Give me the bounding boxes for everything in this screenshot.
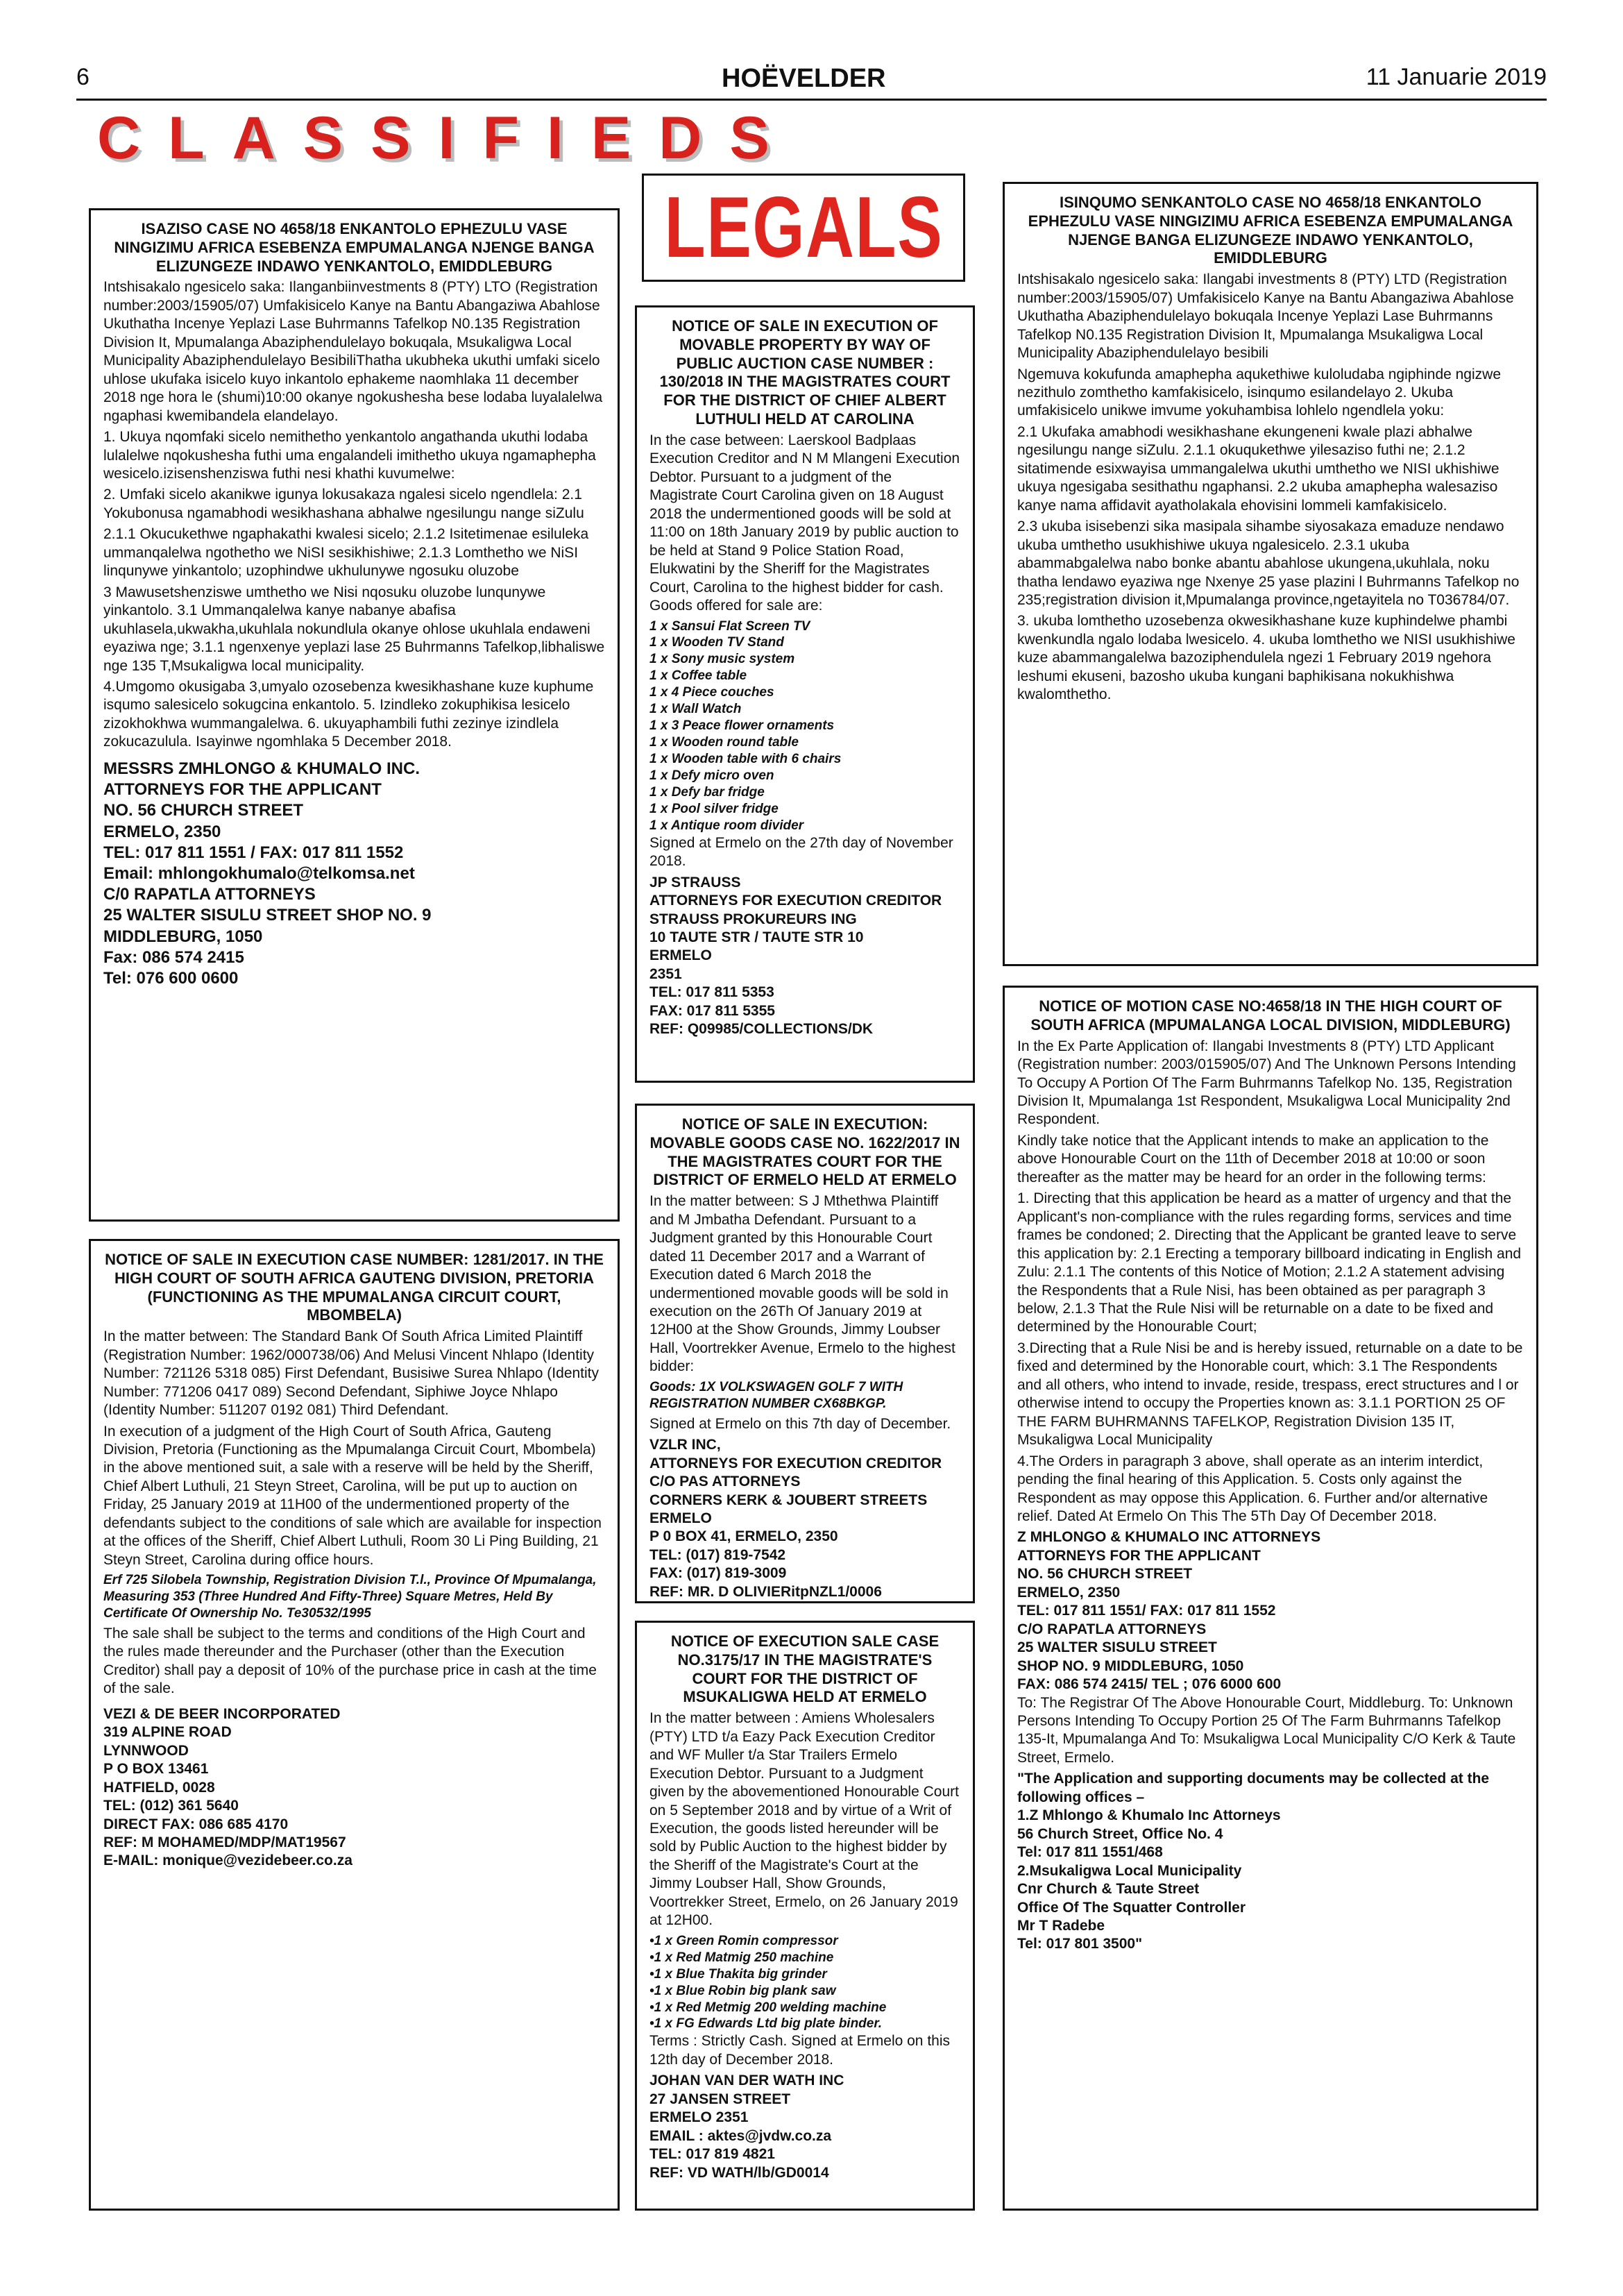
collection-line: Tel: 017 811 1551/468 <box>1017 1844 1163 1861</box>
notice-body: In the matter between: S J Mthethwa Plaintiff and M Jmbatha Defendant. Pursuant to a Judgment granted by this Honourable Court dated 11 December 2017 and a Warrant of Execution dated 6 March 2018 the undermentioned movable goods will be sold in execution on the 26Th Of January 2019 at 12H00 at the Show Grounds, Jimmy Loubser Hall, Voortrekker Avenue, Ermelo to the highest bidder: <box>649 1193 955 1375</box>
attorney-line: ERMELO, 2350 <box>103 822 221 841</box>
notice-paragraph: In execution of a judgment of the High Court of South Africa, Gauteng Division, Pretoria (Functioning as the Mpumalanga Circuit Court, Mbombela) in the above mentioned suit, a sale with a reserve will be held by the Sheriff, Chief Albert Luthuli, 21 Steyn Street, Carolina, will be put up to auction on Friday, 25 January 2019 at 11H00 of the undermentioned property of the defendants subject to the conditions of sale which are available for inspection at the offices of the Sheriff, Chief Albert Luthuli, Room 30 Li Ping Building, 21 Steyn Street, Carolina during office hours. <box>103 1423 602 1568</box>
attorney-line: Email: mhlongokhumalo@telkomsa.net <box>103 863 415 883</box>
goods-item: 1 x Wall Watch <box>649 702 742 717</box>
notice-body: In the case between: Laerskool Badplaas Execution Creditor and N M Mlangeni Execution Debtor. Pursuant to a judgment of the Magistrate Court Carolina given on 18 August 2018 the undermentioned goods will be sold at 11:00 on 18th January 2019 by public auction to be held at Stand 9 Police Station Road, Elukwatini by the Sheriff for the Magistrates Court, Carolina to the highest bidder for cash. Goods offered for sale are: <box>649 432 960 614</box>
legals-heading: LEGALS <box>664 180 943 276</box>
attorney-line: HATFIELD, 0028 <box>103 1779 215 1796</box>
signed-line: Signed at Ermelo on the 27th day of November 2018. <box>649 834 953 870</box>
attorney-line: 2351 <box>649 965 682 982</box>
notice-paragraph: To: The Registrar Of The Above Honourable Court, Middleburg. To: Unknown Persons Intending To Occupy Portion 25 Of The Farm Buhrmanns Tafelkop 135-It, Mpumalanga And To: Msukaligwa Local Municipality C/O Kerk & Taute Street, Ermelo. <box>1017 1694 1516 1766</box>
goods-item: 1 x 4 Piece couches <box>649 685 774 700</box>
notice-body: Intshisakalo ngesicelo saka: Ilanganbiinvestments 8 (PTY) LTO (Registration number:2003/15905/07) Umfakisicelo Kanye na Bantu Abangaziwa Abahlose Ukuthatha Incenye Yeplazi Lase Buhrmanns Tafelkop N0.135 Registration Division It, Mpumalanga Abaziphendulelayo bokuqala, Msukaligwa Local Municipality Abaziphendulelayo BesibiliThatha ukubheka ukuthi umfaki sicelo uhlose ukufaka isicelo kuyo inkantolo ephakeme naomhlaka 11 december 2018 nge hora le (shumi)10:00 okanye ngokushesha bese lodaba luyalalelwa ngaphasi kwemibandela elandelayo. <box>103 279 603 424</box>
attorney-line: CORNERS KERK & JOUBERT STREETS <box>649 1492 928 1508</box>
attorney-line: 10 TAUTE STR / TAUTE STR 10 <box>649 929 864 945</box>
header-rule <box>76 99 1547 101</box>
collection-line: Office Of The Squatter Controller <box>1017 1899 1246 1916</box>
attorney-line: LYNNWOOD <box>103 1742 189 1759</box>
goods-item: •1 x FG Edwards Ltd big plate binder. <box>649 2016 882 2032</box>
notice-title: NOTICE OF MOTION CASE NO:4658/18 IN THE HIGH COURT OF SOUTH AFRICA (MPUMALANGA LOCAL DIVISION, MIDDLEBURG) <box>1030 997 1511 1033</box>
notice-title: NOTICE OF SALE IN EXECUTION: MOVABLE GOODS CASE NO. 1622/2017 IN THE MAGISTRATES COURT FOR THE DISTRICT OF ERMELO HELD AT ERMELO <box>649 1115 960 1189</box>
attorney-line: JOHAN VAN DER WATH INC <box>649 2073 844 2089</box>
goods-item: 1 x Wooden TV Stand <box>649 635 784 650</box>
notice-title: ISAZISO CASE NO 4658/18 ENKANTOLO EPHEZULU VASE NINGIZIMU AFRICA ESEBENZA EMPUMALANGA NJENGE BANGA ELIZUNGEZE INDAWO YENKANTOLO, EMIDDLEBURG <box>114 220 595 275</box>
banner-letter: F <box>482 105 520 171</box>
notice-paragraph: 2.1 Ukufaka amabhodi wesikhashane ekungeneni kwale plazi abhalwe ngesilungu nange siZulu. 2.1.1 okuqukethwe yilesaziso futhi ne; 2.1.2 sitatimende esixwayisa ummangalelwa ukuthi umthetho we NISI ukhishiwe ukuya ngesigaba sesithathu ngaphansi. 2.2 ukuba amaphepha walesaziso kanye nama affidavit ayatholakala ehovisini lommeli kamfakisicelo. <box>1017 423 1499 514</box>
banner-letter: D <box>658 105 704 171</box>
attorney-line: E-MAIL: monique@vezidebeer.co.za <box>103 1852 352 1869</box>
goods-item: 1 x Pool silver fridge <box>649 801 779 816</box>
collection-line: Tel: 017 801 3500" <box>1017 1936 1143 1952</box>
banner-letter: I <box>438 105 457 171</box>
notice-sale-high-court <box>89 1239 620 2211</box>
notice-movable-ermelo <box>635 1104 975 1603</box>
banner-letter: L <box>168 105 206 171</box>
goods-item: •1 x Red Matmig 250 machine <box>649 1950 834 1965</box>
attorney-line: REF: MR. D OLIVIERitpNZL1/0006 <box>649 1583 882 1600</box>
attorney-line: C/O PAS ATTORNEYS <box>649 1474 801 1490</box>
goods-item: Goods: 1X VOLKSWAGEN GOLF 7 WITH REGISTRATION NUMBER CX68BKGP. <box>649 1379 903 1411</box>
notice-body: In the Ex Parte Application of: Ilangabi Investments 8 (PTY) LTD Applicant (Registration number: 2003/015905/07) And The Unknown Persons Intending To Occupy A Portion Of The Farm Buhrmanns Tafelkop No. 135, Registration Division It, Mpumalanga 1st Respondent, Msukaligwa Local Municipality 2nd Respondent. <box>1017 1038 1516 1128</box>
goods-item: •1 x Blue Robin big plank saw <box>649 1983 836 1998</box>
notice-paragraph: 3.Directing that a Rule Nisi be and is hereby issued, returnable on a date to be fixed and determined by the Honorable court, which: 3.1 The Respondents and all others, who intend to invade, reside, trespass, erect structures and l or otherwise intend to occupy the Properties known as: 3.1.1 PORTION 25 OF THE FARM BUHRMANNS TAFELKOP, Registration Division 135 IT, Msukaligwa Local Municipality <box>1017 1340 1523 1449</box>
attorney-line: REF: VD WATH/lb/GD0014 <box>649 2164 829 2181</box>
attorney-line: EMAIL : aktes@jvdw.co.za <box>649 2127 832 2144</box>
attorney-line: ERMELO <box>649 947 712 964</box>
notice-paragraph: The sale shall be subject to the terms and conditions of the High Court and the rules made thereunder and the Purchaser (other than the Execution Creditor) shall pay a deposit of 10% of the purchase price in cash at the time of the sale. <box>103 1626 597 1697</box>
notice-isaziso <box>89 208 620 1222</box>
collection-line: Cnr Church & Taute Street <box>1017 1881 1200 1898</box>
collection-line: 1.Z Mhlongo & Khumalo Inc Attorneys <box>1017 1807 1281 1824</box>
collection-line: "The Application and supporting documents may be collected at the following offices – <box>1017 1771 1490 1805</box>
attorney-line: P O BOX 13461 <box>103 1761 209 1778</box>
banner-letter: S <box>729 105 771 171</box>
attorney-line: FAX: 017 811 5355 <box>649 1002 775 1019</box>
notice-of-motion <box>1003 986 1538 2211</box>
attorney-line: 27 JANSEN STREET <box>649 2091 791 2107</box>
notice-isinqumo <box>1003 182 1538 966</box>
attorney-line: Tel: 076 600 0600 <box>103 969 239 988</box>
goods-item: 1 x Wooden table with 6 chairs <box>649 752 842 766</box>
attorney-line: ATTORNEYS FOR EXECUTION CREDITOR <box>649 893 942 909</box>
attorney-line: 319 ALPINE ROAD <box>103 1724 232 1741</box>
property-description: Erf 725 Silobela Township, Registration Division T.l., Province Of Mpumalanga, Measuring 353 (Three Hundred And Fifty-Three) Square Metres, Held By Certificate Of Ownership No. Te30532/1995 <box>103 1573 597 1621</box>
attorney-line: TEL: (012) 361 5640 <box>103 1798 239 1814</box>
attorney-line: Fax: 086 574 2415 <box>103 947 244 967</box>
goods-item: 1 x Defy bar fridge <box>649 784 765 800</box>
goods-item: 1 x Antique room divider <box>649 818 804 833</box>
goods-item: •1 x Green Romin compressor <box>649 1933 838 1948</box>
attorney-line: 25 WALTER SISULU STREET SHOP NO. 9 <box>103 906 432 925</box>
notice-paragraph: 1. Directing that this application be heard as a matter of urgency and that the Applicant's non-compliance with the rules regarding forms, services and time frames be condoned; 2. Directing that the Applicant be granted leave to serve this application by: 2.1 Erecting a temporary billboard indicating in English and Zulu: 2.1.1 The contents of this Notice of Motion; 2.1.2 A statement advising the Respondents that a Rule Nisi, has been obtained as per paragraph 3 below, 2.1.3 That the Rule Nisi will be returnable on a date to be fixed and determined by the Honourable Court; <box>1017 1190 1522 1335</box>
attorney-line: C/O RAPATLA ATTORNEYS <box>1017 1621 1207 1637</box>
attorney-line: P 0 BOX 41, ERMELO, 2350 <box>649 1528 838 1545</box>
notice-title: NOTICE OF SALE IN EXECUTION CASE NUMBER: 1281/2017. IN THE HIGH COURT OF SOUTH AFRICA GAUTENG DIVISION, PRETORIA (FUNCTIONING AS THE MPUMALANGA CIRCUIT COURT, MBOMBELA) <box>105 1251 604 1324</box>
attorney-line: ERMELO, 2350 <box>1017 1584 1121 1601</box>
banner-letter: E <box>590 105 633 171</box>
attorney-line: JP STRAUSS <box>649 874 741 890</box>
issue-date: 11 Januarie 2019 <box>1366 64 1547 90</box>
notice-title: NOTICE OF EXECUTION SALE CASE NO.3175/17 IN THE MAGISTRATE'S COURT FOR THE DISTRICT OF MSUKALIGWA HELD AT ERMELO <box>670 1632 940 1706</box>
banner-letter: A <box>232 105 277 171</box>
attorney-line: 25 WALTER SISULU STREET <box>1017 1639 1217 1656</box>
notice-paragraph: 1. Ukuya nqomfaki sicelo nemithetho yenkantolo angathanda ukuthi lodaba lulalelwe nqokushesha futhi uma engalandeli imithetho ukuya ngamaphepha wesicelo.izisenshenziswa futhi nesi khathi kuvumelwe: <box>103 429 596 482</box>
attorney-line: REF: M MOHAMED/MDP/MAT19567 <box>103 1834 346 1850</box>
goods-item: 1 x Defy micro oven <box>649 768 774 783</box>
notice-execution-msukaligwa <box>635 1621 975 2211</box>
banner-letter: I <box>546 105 565 171</box>
attorney-line: TEL: 017 811 1551 / FAX: 017 811 1552 <box>103 843 404 862</box>
notice-paragraph: 3 Mawusetshenziswe umthetho we Nisi nqosuku oluzobe lunqunywe yinkantolo. 3.1 Ummanqalelwa kanye nabanye abafisa ukuhlasela,ukwakha,ukuhlala nokundlula okanye ohlose ukuhlala endaweni eyaziwa nge; 3.1.1 ngenxenye yeplazi lase 25 Buhrmanns Tafelkop,libhaliswe nge 135 T,Msukaligwa local municipality. <box>103 584 605 674</box>
notice-paragraph: 4.The Orders in paragraph 3 above, shall operate as an interim interdict, pending the final hearing of this Application. 5. Costs only against the Respondent as may oppose this Application. 6. Further and/or alternative relief. Dated At Ermelo On This The 5Th Day Of December 2018. <box>1017 1453 1488 1524</box>
signed-line: Terms : Strictly Cash. Signed at Ermelo on this 12th day of December 2018. <box>649 2033 950 2068</box>
attorney-line: VEZI & DE BEER INCORPORATED <box>103 1705 341 1722</box>
goods-item: 1 x Coffee table <box>649 668 747 684</box>
attorney-line: TEL: 017 811 5353 <box>649 984 774 1001</box>
notice-title: NOTICE OF SALE IN EXECUTION OF MOVABLE PROPERTY BY WAY OF PUBLIC AUCTION CASE NUMBER : 130/2018 IN THE MAGISTRATES COURT FOR THE DISTRICT OF CHIEF ALBERT LUTHULI HELD AT CAROLINA <box>659 317 951 428</box>
notice-paragraph: Kindly take notice that the Applicant intends to make an application to the above Honourable Court on the 11th of December 2018 at 10:00 or soon thereafter as the matter may be heard for an order in the following terms: <box>1017 1132 1489 1185</box>
goods-item: 1 x Wooden round table <box>649 735 799 750</box>
notice-title: ISINQUMO SENKANTOLO CASE NO 4658/18 ENKANTOLO EPHEZULU VASE NINGIZIMU AFRICA ESEBENZA EMPUMALANGA NJENGE BANGA ELIZUNGEZE INDAWO YENKANTOLO, EMIDDLEBURG <box>1028 194 1513 267</box>
notice-paragraph: 2.3 ukuba isisebenzi sika masipala sihambe siyosakaza emaduze nendawo ukuba umthetho usukhishiwe ukuya ngalesicelo. 2.3.1 ukuba abammabgalelwa nabo bonke abantu abahlose ukungena,ukuhlala, noku thatha lendawo eyaziwa nge Nxenye 25 yase plazini l Buhrmanns Tafelkop no 235;registration division it,Mpumalanga province,ngetayitela no T036784/07. <box>1017 518 1520 609</box>
attorney-line: FAX: 086 574 2415/ TEL ; 076 6000 600 <box>1017 1676 1282 1693</box>
attorney-line: TEL: 017 811 1551/ FAX: 017 811 1552 <box>1017 1603 1276 1619</box>
collection-line: Mr T Radebe <box>1017 1917 1105 1934</box>
goods-item: •1 x Red Metmig 200 welding machine <box>649 2000 887 2015</box>
banner-letter: S <box>371 105 412 171</box>
attorney-line: ATTORNEYS FOR THE APPLICANT <box>1017 1547 1261 1564</box>
collection-line: 56 Church Street, Office No. 4 <box>1017 1825 1223 1842</box>
attorney-line: ATTORNEYS FOR EXECUTION CREDITOR <box>649 1455 942 1471</box>
goods-item: •1 x Blue Thakita big grinder <box>649 1966 827 1982</box>
page-number: 6 <box>76 64 90 90</box>
attorney-line: TEL: 017 819 4821 <box>649 2146 775 2163</box>
attorney-line: TEL: (017) 819-7542 <box>649 1546 786 1563</box>
attorney-line: NO. 56 CHURCH STREET <box>103 801 304 820</box>
notice-movable-carolina <box>635 305 975 1083</box>
attorney-line: DIRECT FAX: 086 685 4170 <box>103 1816 289 1832</box>
notice-paragraph: 3. ukuba lomthetho uzosebenza okwesikhashane kuze kuphindelwe phambi kwenkundla ngalo lodaba lwesicelo. 4. ukuba lomthetho we NISI usukhishiwe kuze abammangalelwa bazoziphendulela ngezi 1 February 2019 ngehora leshumi ekuseni, bazosho ukuba kungani baphikisana nokukhishwa kwalomthetho. <box>1017 613 1515 703</box>
attorney-line: MESSRS ZMHLONGO & KHUMALO INC. <box>103 759 420 778</box>
collection-line: 2.Msukaligwa Local Municipality <box>1017 1862 1242 1879</box>
attorney-line: ERMELO <box>649 1510 712 1526</box>
notice-body: Intshisakalo ngesicelo saka: Ilangabi investments 8 (PTY) LTD (Registration number:2003/15905/07) Umfakisicelo Kanye na Bantu Abangaziwa Abahlose Ukuthatha Abaziphendulelayo bokuqala Incenye Yeplazi Lase Buhrmanns Tafelkop N0.135 Registration Division It, Mpumalanga Msukaligwa Local Municipality Abaziphendulelayo besibili <box>1017 271 1514 362</box>
goods-item: 1 x Sony music system <box>649 652 795 667</box>
notice-body: In the matter between: The Standard Bank Of South Africa Limited Plaintiff (Registration Number: 1962/000738/06) And Melusi Vincent Nhlapo (Identity Number: 721126 5318 085) First Defendant, Busisiwe Surea Nhlapo (Identity Number: 771206 0417 089) Second Defendant, Siphiwe Joyce Nhlapo (Identity Number: 511207 0192 081) Third Defendant. <box>103 1328 600 1419</box>
attorney-line: STRAUSS PROKUREURS ING <box>649 911 857 927</box>
attorney-line: C/0 RAPATLA ATTORNEYS <box>103 885 316 904</box>
classifieds-banner <box>97 104 771 174</box>
newspaper-name: HOËVELDER <box>722 64 886 93</box>
notice-paragraph: 2.1.1 Okucukethwe ngaphakathi kwalesi sicelo; 2.1.2 Isitetimenae esiluleka ummanqalelwa ngothetho we NiSI sesikhishiwe; 2.1.3 Lomthetho we NiSI linqunywe yinkantolo; uzophindwe ukhulunywe ngosuku oluzobe <box>103 526 589 580</box>
attorney-line: MIDDLEBURG, 1050 <box>103 927 263 946</box>
notice-paragraph: 4.Umgomo okusigaba 3,umyalo ozosebenza kwesikhashane kuze kuphume isqumo salesicelo sokugcina enkantolo. 5. Izindleko zokuphikisa lesicelo zizokhokhwa wummangalelwa. 6. ukuyaphambili futhi zezinye izindlela zokucazulula. Isayinwe ngomhlaka 5 December 2018. <box>103 679 594 750</box>
attorney-line: Z MHLONGO & KHUMALO INC ATTORNEYS <box>1017 1529 1321 1546</box>
legals-heading-box <box>642 174 965 282</box>
attorney-line: SHOP NO. 9 MIDDLEBURG, 1050 <box>1017 1657 1244 1674</box>
banner-letter: S <box>303 105 345 171</box>
notice-paragraph: Ngemuva kokufunda amaphepha aqukethiwe kuloludaba ngiphinde ngizwe nezithulo zomthetho kamfakisicelo, isinqumo esilandelayo 2. Ukuba umfakisicelo unikwe imvume yokuhambisa lohlelo ngendlela yoku: <box>1017 366 1501 419</box>
attorney-line: VZLR INC, <box>649 1437 721 1453</box>
signed-line: Signed at Ermelo on this 7th day of December. <box>649 1415 951 1432</box>
attorney-line: FAX: (017) 819-3009 <box>649 1565 787 1582</box>
banner-letter: C <box>97 105 142 171</box>
goods-item: 1 x Sansui Flat Screen TV <box>649 618 810 634</box>
goods-item: 1 x 3 Peace flower ornaments <box>649 718 835 734</box>
attorney-line: NO. 56 CHURCH STREET <box>1017 1566 1193 1582</box>
attorney-line: ATTORNEYS FOR THE APPLICANT <box>103 780 382 800</box>
notice-body: In the matter between : Amiens Wholesalers (PTY) LTD t/a Eazy Pack Execution Creditor and WF Muller t/a Star Trailers Ermelo Execution Debtor. Pursuant to a Judgment given by the abovementioned Honourable Court on 5 September 2018 and by virtue of a Writ of Execution, the goods listed hereunder will be sold by Public Auction to the highest bidder by the Sheriff of the Magistrate's Court at the Jimmy Loubser Hall, Show Grounds, Voortrekker Street, Ermelo, on 26 January 2019 at 12H00. <box>649 1710 959 1929</box>
attorney-line: REF: Q09985/COLLECTIONS/DK <box>649 1021 874 1038</box>
notice-paragraph: 2. Umfaki sicelo akanikwe igunya lokusakaza ngalesi sicelo ngendlela: 2.1 Yokubonusa ngamabhodi wesikhashana abhalwe ngesilungu nange siZulu <box>103 487 584 521</box>
attorney-line: ERMELO 2351 <box>649 2109 749 2126</box>
